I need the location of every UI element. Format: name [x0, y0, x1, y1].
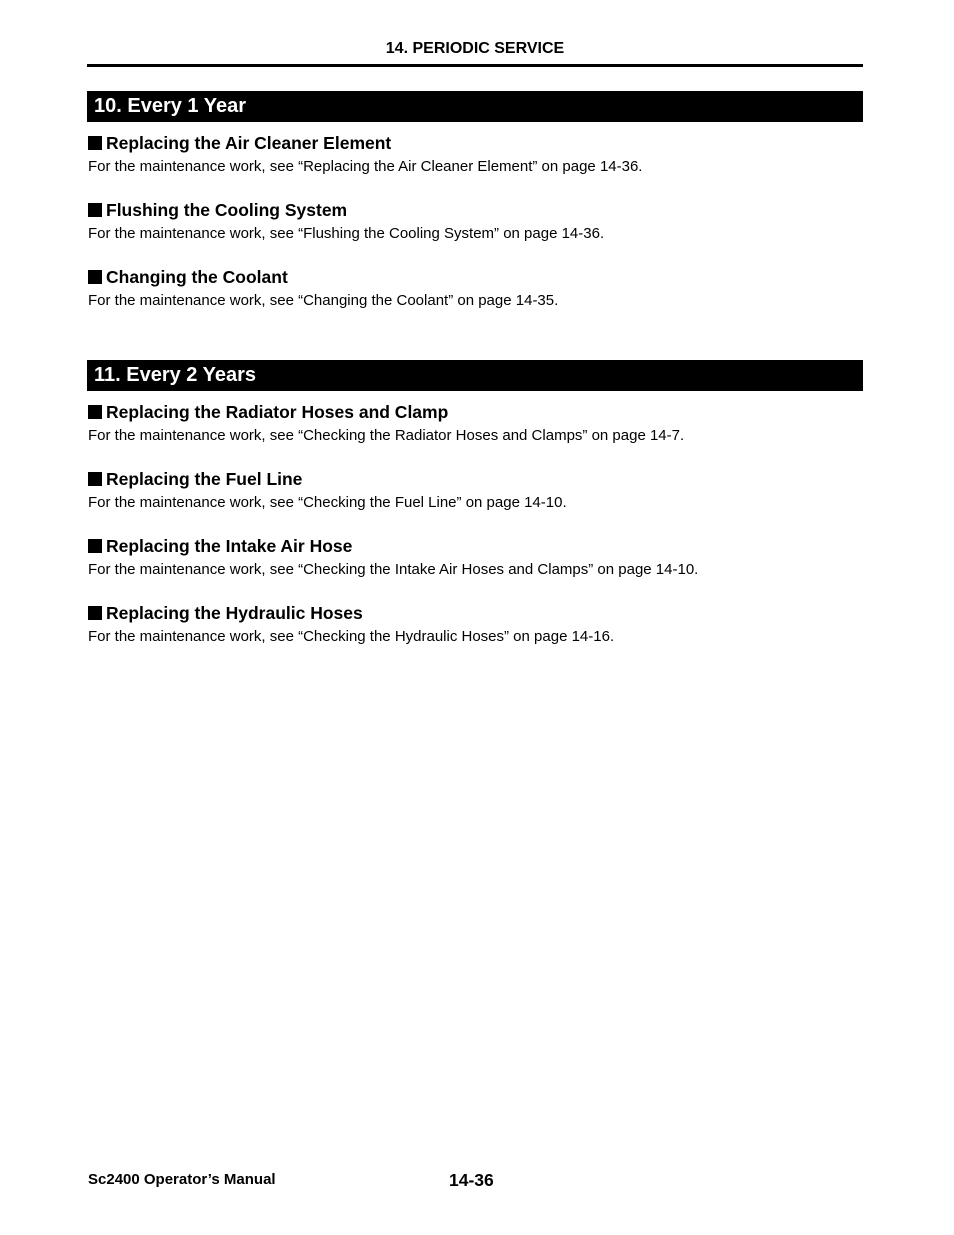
maintenance-item	[88, 266, 863, 310]
maintenance-item	[88, 602, 863, 646]
item-heading	[88, 199, 863, 221]
item-reference-text: For the maintenance work, see “Flushing the Cooling System” on page 14-36.	[88, 225, 605, 242]
page-number: 14-36	[449, 1170, 494, 1190]
item-reference-text: For the maintenance work, see “Checking the Radiator Hoses and Clamps” on page 14-7.	[88, 427, 685, 444]
section-title-every-2-years	[87, 360, 863, 391]
item-heading-text: Replacing the Air Cleaner Element	[106, 133, 392, 153]
header-divider	[87, 64, 863, 67]
item-reference-text: For the maintenance work, see “Changing the Coolant” on page 14-35.	[88, 292, 559, 309]
maintenance-item	[88, 199, 863, 243]
black-square-icon	[88, 270, 102, 284]
maintenance-item	[88, 401, 863, 445]
section-title-text: 10. Every 1 Year	[94, 95, 246, 117]
chapter-header: 14. PERIODIC SERVICE	[385, 40, 565, 57]
item-heading	[88, 468, 863, 490]
item-heading-text: Changing the Coolant	[106, 267, 288, 287]
section-title-every-1-year	[87, 91, 863, 122]
black-square-icon	[88, 472, 102, 486]
item-heading-text: Replacing the Radiator Hoses and Clamp	[106, 402, 449, 422]
section-title-text: 11. Every 2 Years	[94, 364, 257, 386]
item-heading	[88, 132, 863, 154]
item-heading	[88, 602, 863, 624]
item-reference-text: For the maintenance work, see “Checking the Hydraulic Hoses” on page 14-16.	[88, 628, 615, 645]
item-heading-text: Flushing the Cooling System	[106, 200, 348, 220]
item-reference-text: For the maintenance work, see “Checking the Intake Air Hoses and Clamps” on page 14-10.	[88, 561, 699, 578]
black-square-icon	[88, 606, 102, 620]
item-reference-text: For the maintenance work, see “Checking the Fuel Line” on page 14-10.	[88, 494, 567, 511]
black-square-icon	[88, 405, 102, 419]
item-heading-text: Replacing the Fuel Line	[106, 469, 303, 489]
item-reference-text: For the maintenance work, see “Replacing the Air Cleaner Element” on page 14-36.	[88, 158, 643, 175]
black-square-icon	[88, 539, 102, 553]
black-square-icon	[88, 203, 102, 217]
item-heading-text: Replacing the Hydraulic Hoses	[106, 603, 363, 623]
item-heading	[88, 401, 863, 423]
maintenance-item	[88, 468, 863, 512]
item-heading-text: Replacing the Intake Air Hose	[106, 536, 353, 556]
black-square-icon	[88, 136, 102, 150]
item-heading	[88, 535, 863, 557]
maintenance-item	[88, 535, 863, 579]
maintenance-item	[88, 132, 863, 176]
item-heading	[88, 266, 863, 288]
footer-manual-title: Sc2400 Operator’s Manual	[88, 1171, 276, 1188]
